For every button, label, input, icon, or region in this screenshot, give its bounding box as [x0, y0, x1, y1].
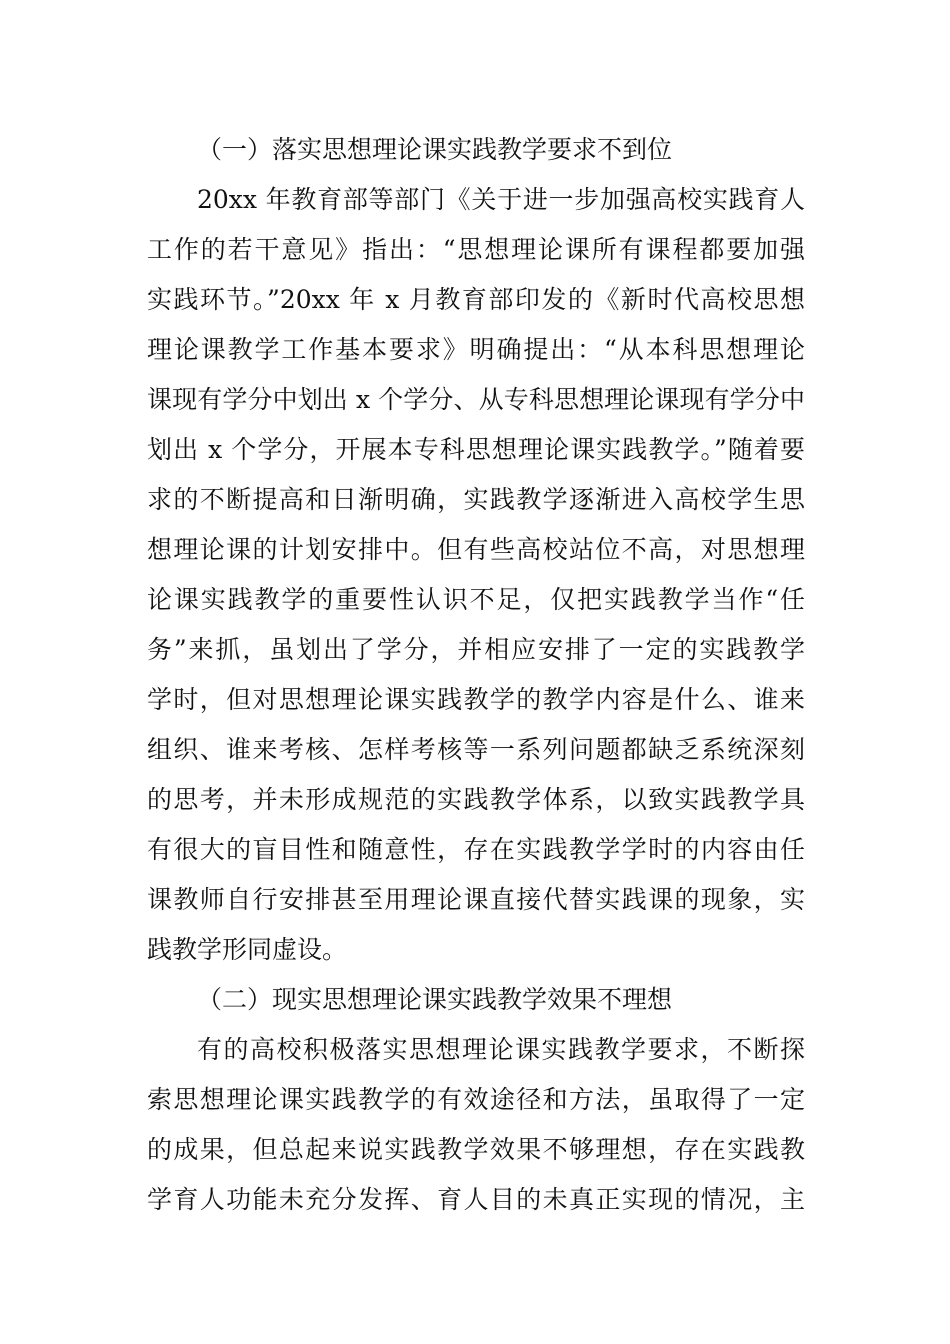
paragraph-line: 划出 x 个学分，开展本专科思想理论课实践教学。”随着要: [147, 435, 805, 464]
paragraph-line: 索思想理论课实践教学的有效途径和方法，虽取得了一定: [147, 1085, 805, 1114]
paragraph-line: 课教师自行安排甚至用理论课直接代替实践课的现象，实: [147, 885, 805, 914]
paragraph-line: 实践环节。”20xx 年 x 月教育部印发的《新时代高校思想: [147, 285, 805, 314]
paragraph-line: 想理论课的计划安排中。但有些高校站位不高，对思想理: [147, 535, 805, 564]
paragraph-line: 课现有学分中划出 x 个学分、从专科思想理论课现有学分中: [147, 385, 805, 414]
paragraph-line: 有的高校积极落实思想理论课实践教学要求，不断探: [197, 1035, 805, 1064]
paragraph-line: 有很大的盲目性和随意性，存在实践教学学时的内容由任: [147, 835, 805, 864]
paragraph-line: 组织、谁来考核、怎样考核等一系列问题都缺乏系统深刻: [147, 735, 805, 764]
paragraph-line: 理论课教学工作基本要求》明确提出：“从本科思想理论: [147, 335, 805, 364]
paragraph-line: 工作的若干意见》指出：“思想理论课所有课程都要加强: [147, 235, 805, 264]
paragraph-line: 20xx 年教育部等部门《关于进一步加强高校实践育人: [197, 185, 805, 214]
paragraph-line: 的成果，但总起来说实践教学效果不够理想，存在实践教: [147, 1135, 805, 1164]
section-heading-2: （二）现实思想理论课实践教学效果不理想: [197, 985, 673, 1014]
paragraph-line: 学时，但对思想理论课实践教学的教学内容是什么、谁来: [147, 685, 805, 714]
paragraph-line: 学育人功能未充分发挥、育人目的未真正实现的情况，主: [147, 1185, 805, 1214]
paragraph-line: 务”来抓，虽划出了学分，并相应安排了一定的实践教学: [147, 635, 805, 664]
paragraph-line: 论课实践教学的重要性认识不足，仅把实践教学当作“任: [147, 585, 805, 614]
paragraph-line: 求的不断提高和日渐明确，实践教学逐渐进入高校学生思: [147, 485, 805, 514]
section-heading-1: （一）落实思想理论课实践教学要求不到位: [197, 135, 673, 164]
paragraph-line: 的思考，并未形成规范的实践教学体系，以致实践教学具: [147, 785, 805, 814]
paragraph-line: 践教学形同虚设。: [147, 935, 348, 964]
